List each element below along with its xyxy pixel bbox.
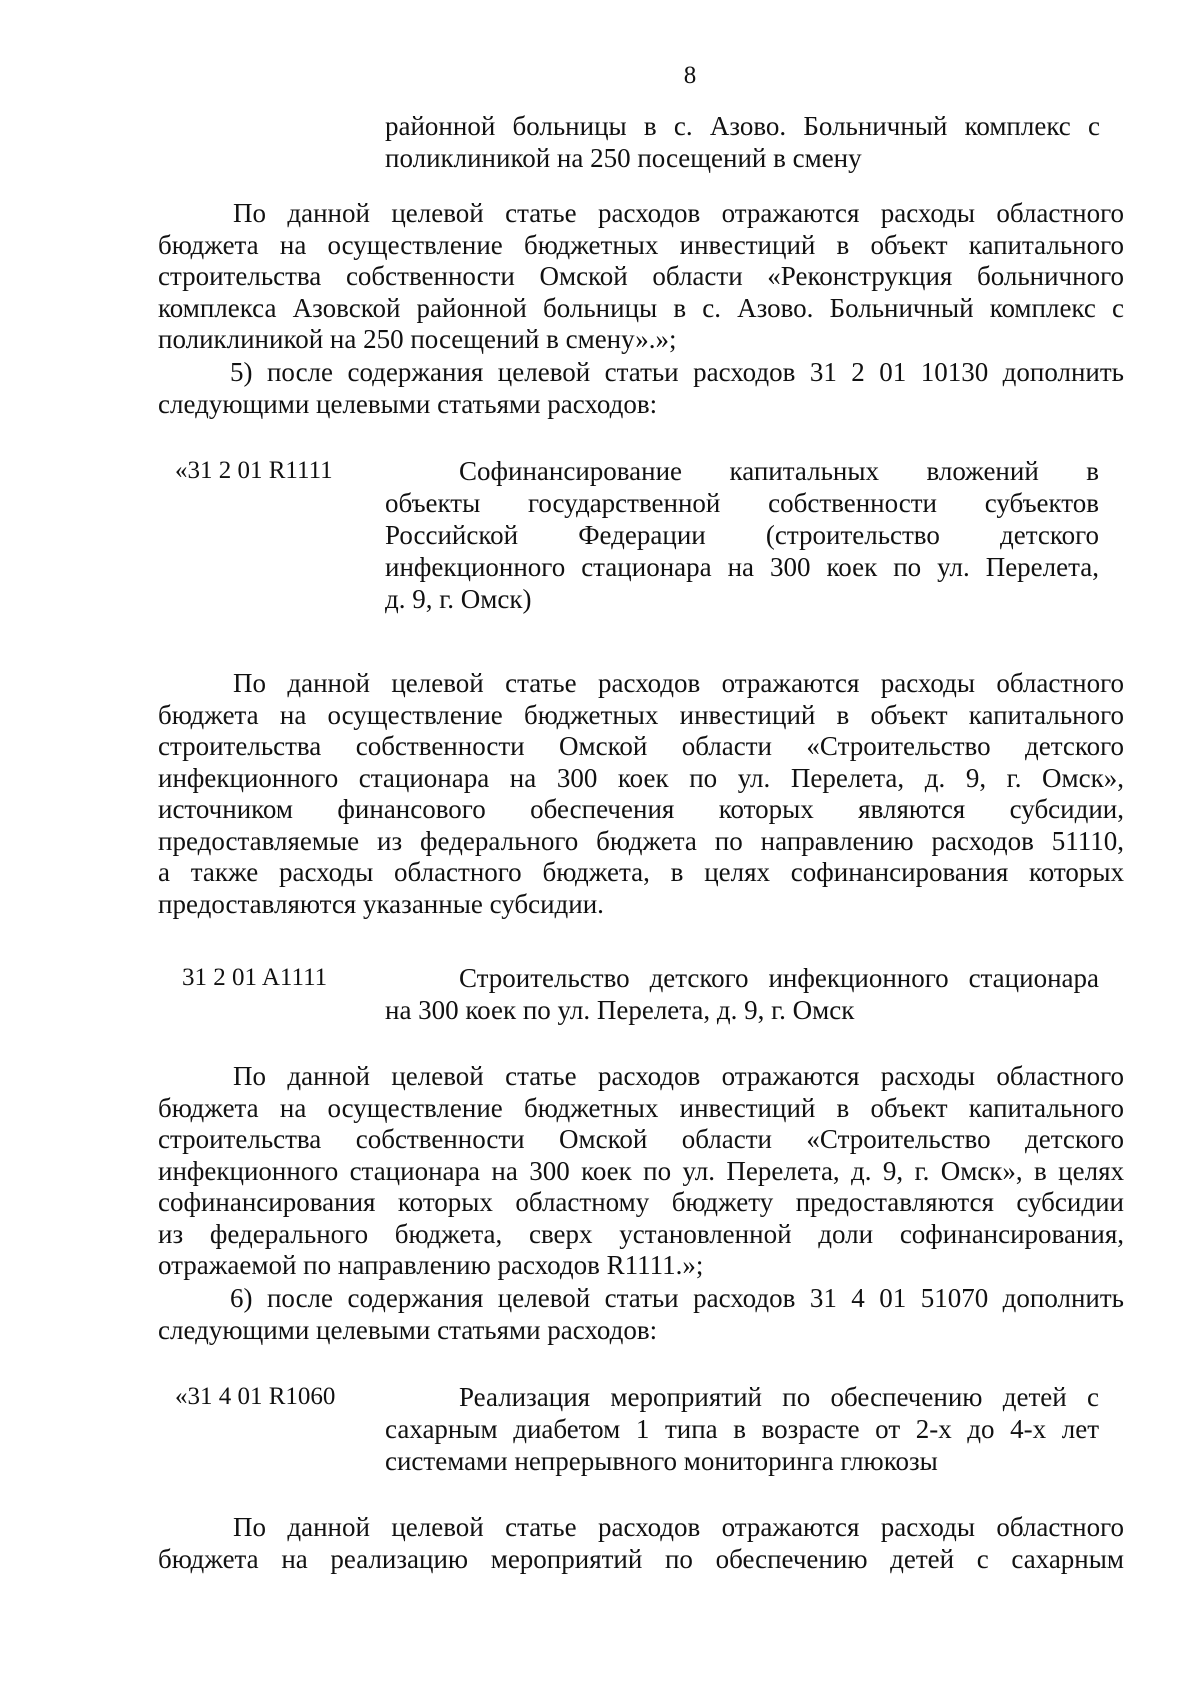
text-line: Российской Федерации (строительство детского — [385, 520, 1099, 550]
paragraph-4 — [158, 1512, 1124, 1575]
text-line: строительства собственности Омской области «Строительство детского — [158, 731, 1124, 761]
text-line: предоставляются указанные субсидии. — [158, 888, 604, 919]
entry-2-code: 31 2 01 A1111 — [182, 964, 328, 991]
text-line: Строительство детского инфекционного стационара — [459, 963, 1099, 993]
paragraph-1 — [158, 198, 1124, 356]
entry-3-description — [385, 1381, 1099, 1477]
entry-1-code: «31 2 01 R1111 — [175, 457, 333, 484]
item-5 — [158, 357, 1124, 420]
text-line: строительства собственности Омской области «Строительство детского — [158, 1124, 1124, 1154]
text-line: на 300 коек по ул. Перелета, д. 9, г. Омск — [385, 995, 855, 1025]
entry-2-description — [385, 962, 1099, 1026]
text-line: а также расходы областного бюджета, в целях софинансирования которых — [158, 857, 1124, 887]
text-line: софинансирования которых областному бюджету предоставляются субсидии — [158, 1187, 1124, 1217]
text-line: По данной целевой статье расходов отражаются расходы областного — [233, 1061, 1124, 1091]
text-line: сахарным диабетом 1 типа в возрасте от 2-х до 4-х лет — [385, 1414, 1099, 1444]
text-line: комплекса Азовской районной больницы в с. Азово. Больничный комплекс с — [158, 292, 1124, 323]
paragraph-3 — [158, 1061, 1124, 1282]
text-line: источником финансового обеспечения которых являются субсидии, — [158, 794, 1124, 824]
text-line: инфекционного стационара на 300 коек по ул. Перелета, д. 9, г. Омск», — [158, 762, 1124, 793]
text-line: 5) после содержания целевой статьи расходов 31 2 01 10130 дополнить — [230, 357, 1124, 387]
text-line: бюджета на реализацию мероприятий по обеспечению детей с сахарным — [158, 1543, 1124, 1574]
text-line: системами непрерывного мониторинга глюкозы — [385, 1446, 938, 1476]
text-line: д. 9, г. Омск) — [385, 584, 532, 614]
paragraph-2 — [158, 668, 1124, 920]
item-6 — [158, 1283, 1124, 1346]
text-line: предоставляемые из федерального бюджета по направлению расходов 51110, — [158, 825, 1124, 856]
text-line: 6) после содержания целевой статьи расходов 31 4 01 51070 дополнить — [230, 1283, 1124, 1313]
text-line: Реализация мероприятий по обеспечению детей с — [459, 1382, 1099, 1412]
text-line: поликлиникой на 250 посещений в смену».»; — [158, 324, 677, 354]
text-line: По данной целевой статье расходов отражаются расходы областного — [233, 1512, 1124, 1542]
page-number: 8 — [683, 62, 697, 89]
text-line: инфекционного стационара на 300 коек по ул. Перелета, д. 9, г. Омск», в целях — [158, 1155, 1124, 1186]
text-line: из федерального бюджета, сверх установленной доли софинансирования, — [158, 1218, 1124, 1249]
text-line: районной больницы в с. Азово. Больничный комплекс с — [385, 111, 1100, 141]
text-line: бюджета на осуществление бюджетных инвестиций в объект капитального — [158, 229, 1124, 260]
text-line: строительства собственности Омской области «Реконструкция больничного — [158, 261, 1124, 291]
entry-1-description — [385, 455, 1099, 615]
text-line: бюджета на осуществление бюджетных инвестиций в объект капитального — [158, 699, 1124, 730]
text-line: По данной целевой статье расходов отражаются расходы областного — [233, 198, 1124, 228]
text-line: бюджета на осуществление бюджетных инвестиций в объект капитального — [158, 1092, 1124, 1123]
text-line: инфекционного стационара на 300 коек по ул. Перелета, — [385, 552, 1099, 582]
entry-3-code: «31 4 01 R1060 — [175, 1383, 336, 1410]
text-line: следующими целевыми статьями расходов: — [158, 1314, 658, 1345]
text-line: По данной целевой статье расходов отражаются расходы областного — [233, 668, 1124, 698]
text-line: следующими целевыми статьями расходов: — [158, 388, 658, 419]
text-line: объекты государственной собственности субъектов — [385, 488, 1099, 518]
text-line: отражаемой по направлению расходов R1111.»; — [158, 1250, 704, 1280]
continuation-text — [385, 110, 1100, 174]
text-line: поликлиникой на 250 посещений в смену — [385, 143, 862, 173]
text-line: Софинансирование капитальных вложений в — [459, 456, 1099, 486]
